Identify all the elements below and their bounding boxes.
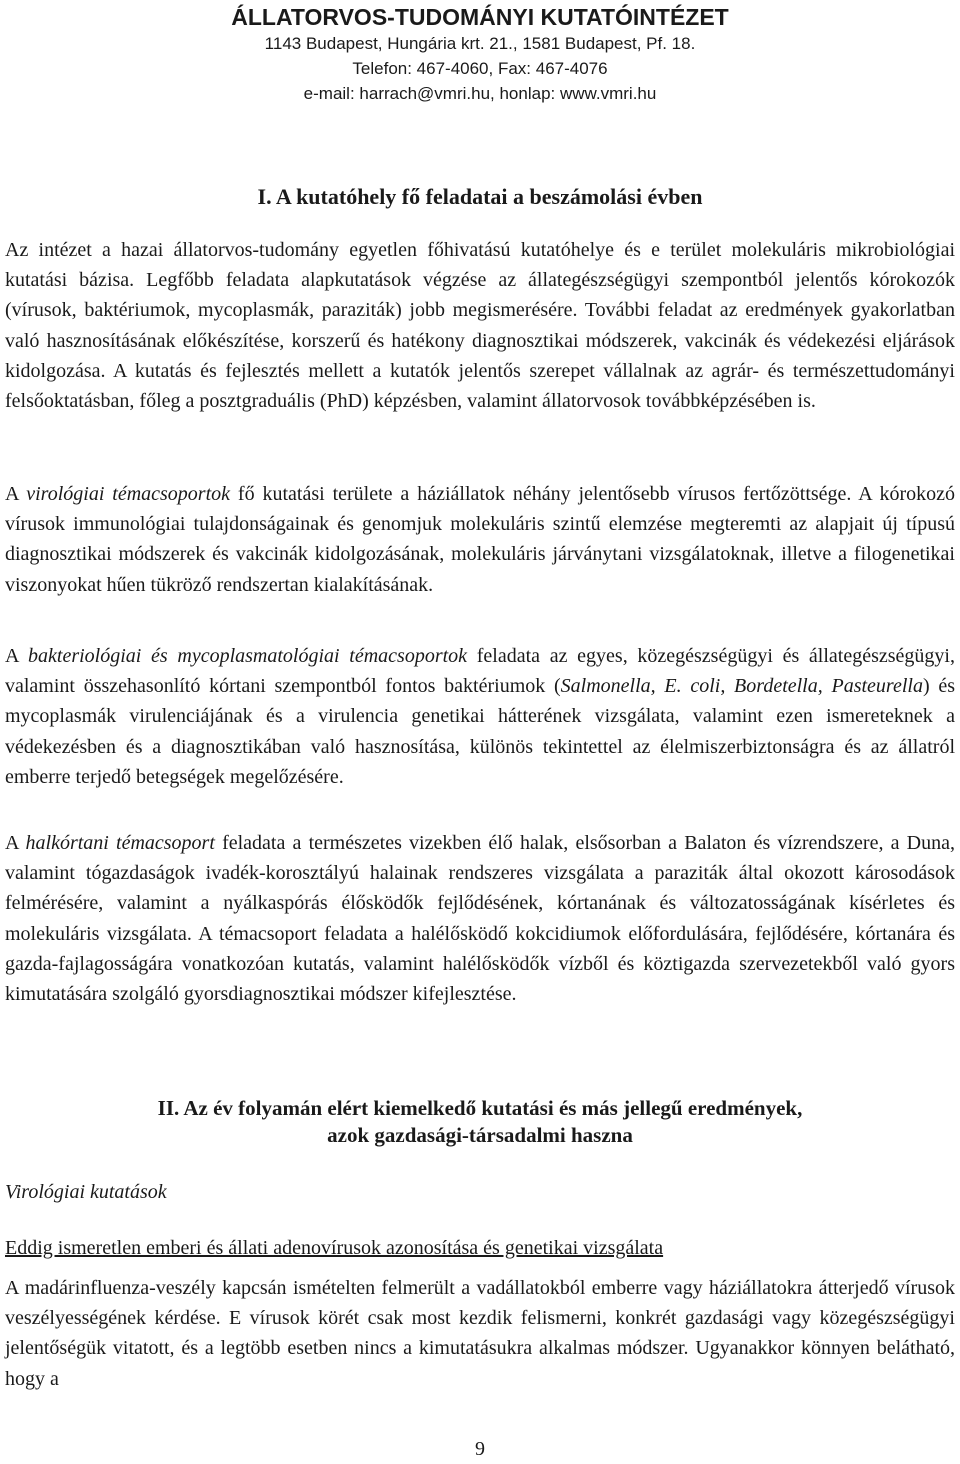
section-2-title-line-2: azok gazdasági-társadalmi haszna — [327, 1123, 633, 1147]
section-1-paragraph-2 — [5, 479, 955, 600]
p3-body: feladata az egyes, közegészségügyi és állategészségügyi, valamint összehasonlító kórtani szempontból fontos baktériumok ( — [5, 645, 955, 698]
p2-lead: A — [5, 483, 27, 505]
institute-phone: Telefon: 467-4060, Fax: 467-4076 — [352, 59, 608, 78]
p2-body: fő kutatási területe a háziállatok néhány jelentősebb vírusos fertőzöttsége. A kórokozó vírusok immunológiai tulajdonságainak és genomjuk molekuláris szintű elemzése megteremti az alapjait új típusú diagnosztikai módszerek és vakcinák kidolgozásának, molekuláris járványtani vizsgálatoknak, illetve a filogenetikai viszonyokat hűen tükröző rendszertan kialakításának. — [5, 483, 955, 596]
p3-body-end: ) és mycoplasmák virulenciájának és a virulencia genetikai hátterének vizsgálata, valamint ezen ismereteknek a védekezésben és a diagnosztikában való hasznosítása, különös tekintettel az élelmiszerbiztonságra és az állatról emberre terjedő betegségek megelőzésére. — [5, 675, 956, 788]
section-1-paragraph-4 — [5, 828, 955, 1009]
section-2-paragraph-1: A madárinfluenza-veszély kapcsán ismételten felmerült a vadállatokból emberre vagy háziállatokra átterjedő vírusok veszélyességének kérdése. E vírusok körét csak most kezdik felismerni, konkrét gazdasági vagy közegészségügyi jelentőségük vitatott, és a legtöbb esetben nincs a kimutatásukra alkalmas módszer. Ugyanakkor könnyen belátható, hogy a — [5, 1277, 955, 1390]
p4-body: feladata a természetes vizekben élő halak, elsősorban a Balaton és vízrendszere, a Duna, valamint tógazdaságok ivadék-korosztályú halainak rendszeres vizsgálata a paraziták által okozott károsodások felmérésére, valamint a nyálkaspórás élősködők fejlődésének, kórtanának és változatosságának kísérletes és molekuláris vizsgálata. A témacsoport feladata a halélősködő kokcidiumok előfordulására, fejlődésére, kórtanára és gazda-fajlagosságára vonatkozóan kutatás, valamint halélősködők vízből és köztigazda szervezetekből való gyors kimutatására szolgáló gyorsdiagnosztikai módszer kifejlesztése. — [5, 832, 955, 1006]
p3-italic-term: bakteriológiai és mycoplasmatológiai témacsoportok — [28, 645, 468, 667]
p4-italic-term: halkórtani témacsoport — [25, 832, 215, 854]
institute-address: 1143 Budapest, Hungária krt. 21., 1581 Budapest, Pf. 18. — [264, 34, 696, 53]
section-1-title: I. A kutatóhely fő feladatai a beszámolási évben — [257, 184, 703, 209]
section-2-title-line-1: II. Az év folyamán elért kiemelkedő kutatási és más jellegű eredmények, — [157, 1096, 803, 1120]
section-1-paragraph-1: Az intézet a hazai állatorvos-tudomány egyetlen főhivatású kutatóhelye és e terület molekuláris mikrobiológiai kutatási bázisa. Legfőbb feladata alapkutatások végzése az állategészségügyi szempontból jelentős kórokozók (vírusok, baktériumok, mycoplasmák, paraziták) jobb megismerésére. További feladat az eredmények gyakorlatban való hasznosításának előkészítése, korszerű és hatékony diagnosztikai módszerek, vakcinák és védekezési eljárások kidolgozása. A kutatás és fejlesztés mellett a kutatók jelentős szerepet vállalnak az agrár- és természettudományi felsőoktatásban, főleg a posztgraduális (PhD) képzésben, valamint állatorvosok továbbképzésében is. — [5, 239, 955, 413]
topic-heading: Eddig ismeretlen emberi és állati adenovírusok azonosítása és genetikai vizsgálata — [5, 1237, 664, 1259]
institute-name: ÁLLATORVOS-TUDOMÁNYI KUTATÓINTÉZET — [231, 4, 729, 30]
section-1-paragraph-3 — [5, 641, 955, 792]
p4-lead: A — [5, 832, 26, 854]
p2-italic-term: virológiai témacsoportok — [26, 483, 231, 505]
page-number: 9 — [475, 1438, 485, 1460]
p3-lead: A — [5, 645, 29, 667]
p3-italic-bacteria: Salmonella, E. coli, Bordetella, Pasteurella — [560, 675, 923, 698]
institute-contact: e-mail: harrach@vmri.hu, honlap: www.vmri.hu — [303, 84, 657, 103]
subsection-heading: Virológiai kutatások — [5, 1181, 167, 1203]
